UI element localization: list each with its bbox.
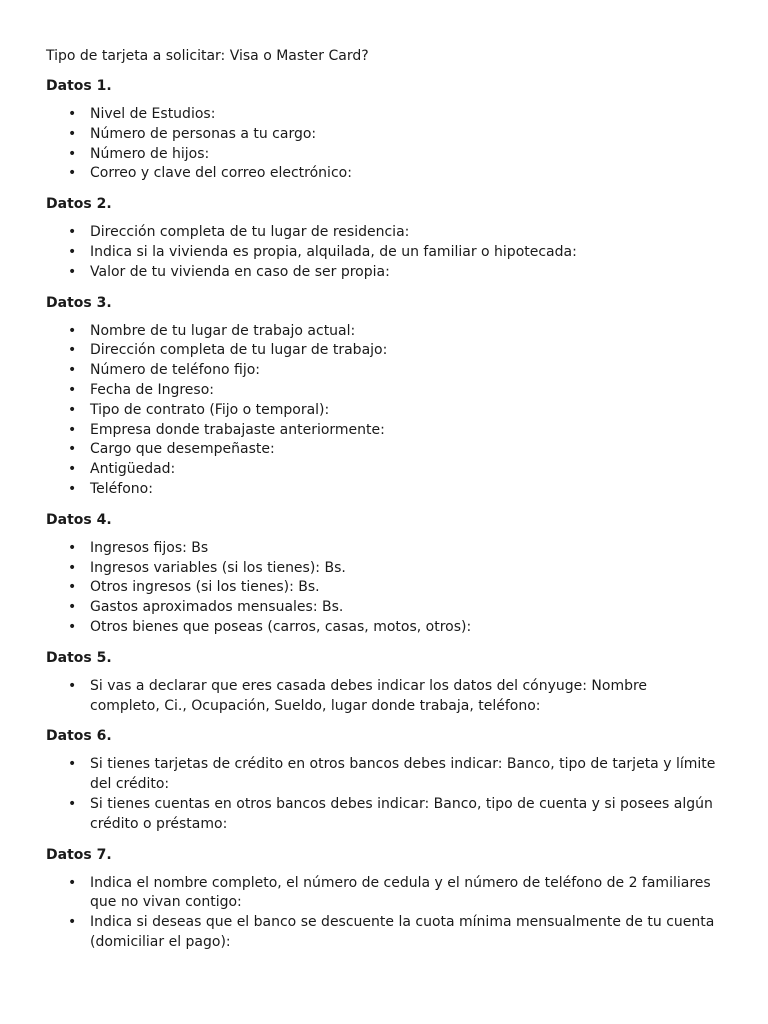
section-list — [46, 755, 718, 834]
bullet-icon: • — [68, 421, 77, 438]
bullet-icon: • — [68, 480, 77, 497]
list-item-text: Número de teléfono fijo: — [90, 362, 260, 379]
bullet-icon: • — [68, 756, 77, 773]
bullet-icon: • — [68, 539, 77, 556]
list-item — [46, 164, 718, 184]
list-item — [46, 598, 718, 618]
list-item — [46, 618, 718, 638]
list-item-text: Gastos aproximados mensuales: Bs. — [90, 599, 344, 616]
bullet-icon: • — [68, 243, 77, 260]
section-title: Datos 1. — [46, 78, 112, 94]
bullet-icon: • — [68, 874, 77, 891]
list-item — [46, 539, 718, 559]
section-title: Datos 6. — [46, 728, 112, 745]
bullet-icon: • — [68, 106, 77, 122]
list-item-text: Si tienes cuentas en otros bancos debes indicar: Banco, tipo de cuenta y si posees algún crédito o préstamo: — [90, 795, 713, 832]
intro-line: Tipo de tarjeta a solicitar: Visa o Master Card? — [46, 48, 369, 64]
bullet-icon: • — [68, 401, 77, 418]
bullet-icon: • — [68, 145, 77, 162]
list-item — [46, 559, 718, 579]
list-item — [46, 145, 718, 165]
list-item-text: Número de personas a tu cargo: — [90, 125, 317, 142]
bullet-icon: • — [68, 342, 77, 359]
bullet-icon: • — [68, 322, 77, 339]
bullet-icon: • — [68, 441, 77, 458]
list-item-text: Dirección completa de tu lugar de residencia: — [90, 224, 410, 241]
bullet-icon: • — [68, 381, 77, 398]
list-item — [46, 341, 718, 361]
list-item-text: Nombre de tu lugar de trabajo actual: — [90, 322, 356, 339]
list-item — [46, 125, 718, 145]
section-list — [46, 677, 718, 717]
list-item — [46, 401, 718, 421]
list-item-text: Si vas a declarar que eres casada debes indicar los datos del cónyuge: Nombre completo, Ci., Ocupación, Sueldo, lugar donde trabaja, teléfono: — [90, 677, 648, 714]
list-item — [46, 460, 718, 480]
section-title: Datos 4. — [46, 511, 112, 528]
list-item-text: Ingresos variables (si los tienes): Bs. — [90, 559, 346, 576]
bullet-icon: • — [68, 795, 77, 812]
list-item — [46, 322, 718, 342]
section-list — [46, 322, 718, 500]
list-item-text: Tipo de contrato (Fijo o temporal): — [90, 401, 330, 418]
list-item-text: Correo y clave del correo electrónico: — [90, 165, 352, 182]
bullet-icon: • — [68, 914, 77, 931]
bullet-icon: • — [68, 618, 77, 635]
list-item — [46, 480, 718, 500]
list-item-text: Ingresos fijos: Bs — [90, 539, 209, 556]
list-item-text: Otros ingresos (si los tienes): Bs. — [90, 579, 320, 596]
list-item — [46, 421, 718, 441]
list-item-text: Indica el nombre completo, el número de cedula y el número de teléfono de 2 familiares que no vivan contigo: — [90, 874, 711, 911]
list-item-text: Indica si deseas que el banco se descuente la cuota mínima mensualmente de tu cuenta (domiciliar el pago): — [90, 914, 715, 950]
list-item-text: Fecha de Ingreso: — [90, 381, 214, 398]
list-item — [46, 440, 718, 460]
list-item — [46, 105, 718, 125]
list-item — [46, 361, 718, 381]
sections-container — [46, 76, 718, 953]
bullet-icon: • — [68, 165, 77, 182]
section-title: Datos 5. — [46, 649, 112, 666]
list-item — [46, 795, 718, 835]
list-item-text: Antigüedad: — [90, 461, 176, 478]
section-list — [46, 223, 718, 282]
list-item — [46, 578, 718, 598]
list-item — [46, 755, 718, 795]
list-item-text: Si tienes tarjetas de crédito en otros bancos debes indicar: Banco, tipo de tarjeta y límite del crédito: — [90, 756, 716, 793]
bullet-icon: • — [68, 677, 77, 694]
bullet-icon: • — [68, 362, 77, 379]
list-item-text: Teléfono: — [90, 480, 153, 497]
section-title: Datos 3. — [46, 294, 112, 311]
list-item-text: Valor de tu vivienda en caso de ser propia: — [90, 263, 390, 280]
bullet-icon: • — [68, 224, 77, 241]
list-item-text: Otros bienes que poseas (carros, casas, motos, otros): — [90, 618, 472, 635]
section-title: Datos 2. — [46, 196, 112, 213]
section-title: Datos 7. — [46, 846, 112, 863]
bullet-icon: • — [68, 559, 77, 576]
list-item-text: Nivel de Estudios: — [90, 106, 216, 122]
section-list — [46, 539, 718, 638]
list-item-text: Dirección completa de tu lugar de trabajo: — [90, 342, 388, 359]
bullet-icon: • — [68, 461, 77, 478]
list-item — [46, 677, 718, 717]
list-item-text: Cargo que desempeñaste: — [90, 441, 275, 458]
section-list — [46, 874, 718, 953]
list-item — [46, 874, 718, 914]
list-item-text: Número de hijos: — [90, 145, 210, 162]
list-item — [46, 913, 718, 953]
list-item — [46, 223, 718, 243]
list-item-text: Indica si la vivienda es propia, alquilada, de un familiar o hipotecada: — [90, 243, 577, 260]
bullet-icon: • — [68, 579, 77, 596]
bullet-icon: • — [68, 263, 77, 280]
bullet-icon: • — [68, 125, 77, 142]
bullet-icon: • — [68, 599, 77, 616]
list-item — [46, 263, 718, 283]
list-item-text: Empresa donde trabajaste anteriormente: — [90, 421, 385, 438]
list-item — [46, 243, 718, 263]
list-item — [46, 381, 718, 401]
section-list — [46, 105, 718, 184]
